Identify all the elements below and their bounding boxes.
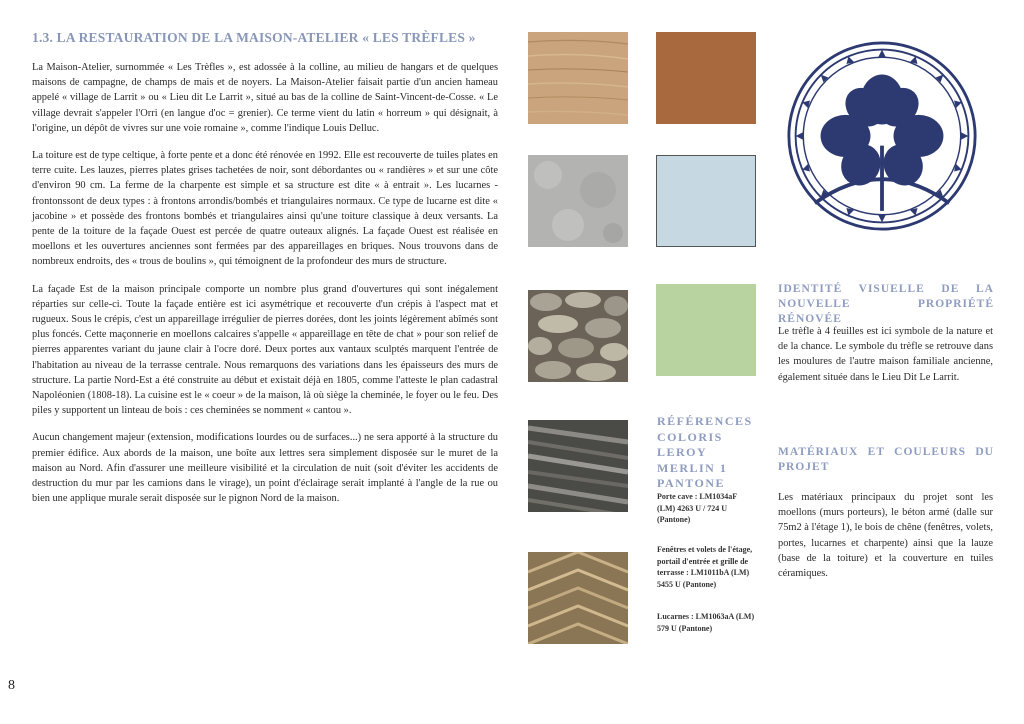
color-swatch-lucarnes xyxy=(656,284,756,376)
page-number: 8 xyxy=(8,678,15,693)
references-heading: RÉFÉRENCES COLORIS LEROY MERLIN 1 PANTONE xyxy=(657,414,753,490)
reference-fenetres: Fenêtres et volets de l'étage, portail d'entrée et grille de terrasse : LM1011bA (LM) 5455 U (Pantone) xyxy=(657,545,753,589)
slate-lauze-texture xyxy=(528,420,628,512)
section-title: 1.3. LA RESTAURATION DE LA MAISON-ATELIER « LES TRÈFLES » xyxy=(32,30,476,45)
paragraph-roof: La toiture est de type celtique, à forte pente et a donc été rénovée en 1992. Elle est recouverte de tuiles plates en terre cuite. Les lauzes, pierres plates grises tachetées de noir, sont débordantes ou « randières » et sur une côte d'environ 90 cm. La ferme de la charpente est simple et sa structure est dite « à entrait ». Les lucarnes -frontonssont de deux types : à frontons arrondis/bombés et triangulaires normaux. Ce type de lucarne est dite « jacobine » et possède des frontons bombés et triangulaires ainsi qu'une toiture classique à deux versants. La pente de la toiture de la façade Ouest est percée de quatre outeaux alignés. La façade Ouest est réalisée en moellons et les ouvertures anciennes sont fermées par des appareillages en briques. Nous trouvons dans de nombreux endroits, des « trous de boulins », qui témoignent de la profondeur des murs de structure. xyxy=(32,150,498,268)
paragraph-east-facade: La façade Est de la maison principale comporte un nombre plus grand d'ouvertures qui sont inégalement réparties sur celle-ci. Toute la façade entière est ici asymétrique et recouverte d'un crépis à l'aspect mat et rugueux. Sous le crépis, c'est un appareillage irrégulier de pierres dorées, dont les joints légèrement abîmés sont plus foncés. Cette maçonnerie en moellons calcaires s'appelle « appareillage en tête de chat » pour son relief de pierres apparentes variant du jaune clair à l'ocre doré. Deux portes aux vantaux sculptés marquent l'entrée de l'habitation au niveau de la terrasse centrale. Nous remarquons des variations dans les épaisseurs des murs de structure. La partie Nord-Est a été construite au début et existait déjà en 1805, comme l'atteste le plan cadastral Napoléonien (1808-18). La cuisine est le « coeur » de la maison, là où siège la cheminée, le foyer ou le feu. Des piles y supportent un linteau de bois : ces cheminées se nomment « cantou ». xyxy=(32,283,498,417)
clover-logo xyxy=(786,40,978,232)
color-swatch-fenetres xyxy=(656,155,756,247)
materials-heading: MATÉRIAUX ET COULEURS DU PROJET xyxy=(778,446,994,473)
paragraph-changes: Aucun changement majeur (extension, modifications lourdes ou de surfaces...) ne sera apporté à la structure du premier édifice. Aux abords de la maison, une boîte aux lettres sera simplement disposée sur le muret de la maison au Nord. Afin d'assurer une meilleure visibilité et la circulation de nuit (soit d'éviter les accidents de destruction du mur par les camions dans le virage), un point d'éclairage serait implanté à l'angle de la rue ou bien une applique murale serait disposée sur le pignon Nord de la maison. xyxy=(32,432,498,505)
ceramic-tiles-texture xyxy=(528,552,628,644)
identity-text: Le trèfle à 4 feuilles est ici symbole de la nature et de la chance. Le symbole du trèfle se retrouve dans les moulures de l'autre maison familiale ancienne, également située dans le Lieu Dit Le Larrit. xyxy=(778,326,993,383)
reference-lucarnes: Lucarnes : LM1063aA (LM) 579 U (Pantone) xyxy=(657,612,755,633)
concrete-texture xyxy=(528,155,628,247)
rubble-stone-texture xyxy=(528,290,628,382)
reference-porte-cave: Porte cave : LM1034aF (LM) 4263 U / 724 U (Pantone) xyxy=(657,492,737,524)
main-text xyxy=(32,60,498,518)
color-swatch-porte-cave xyxy=(656,32,756,124)
materials-text: Les matériaux principaux du projet sont les moellons (murs porteurs), le béton armé (dalle sur 75m2 à l'étage 1), le bois de chêne (fenêtres, volets, portes, lucarnes et charpente) ainsi que la lauze (base de la toiture) et la couverture en tuiles céramiques. xyxy=(778,492,993,580)
oak-wood-texture xyxy=(528,32,628,124)
identity-heading: IDENTITÉ VISUELLE DE LA NOUVELLE PROPRIÉTÉ RÉNOVÉE xyxy=(778,283,994,325)
paragraph-intro: La Maison-Atelier, surnommée « Les Trèfles », est adossée à la colline, au milieu de hangars et de quelques maisons de campagne, de champs de mais et de noyers. La Maison-Atelier faisait partie d'un ancien hameau appelé « village de Larrit » ou « Lieu dit Le Larrit », situé au bas de la colline de Saint-Vincent-de-Cosse. « Le village devrait s'appeler l'Orri (en langue d'oc = grenier). Ce terme vient du latin « horreum » qui désignait, à l'origine, un dépôt de vivres sur une voie romaine », comme l'indique Louis Delluc. xyxy=(32,62,498,134)
